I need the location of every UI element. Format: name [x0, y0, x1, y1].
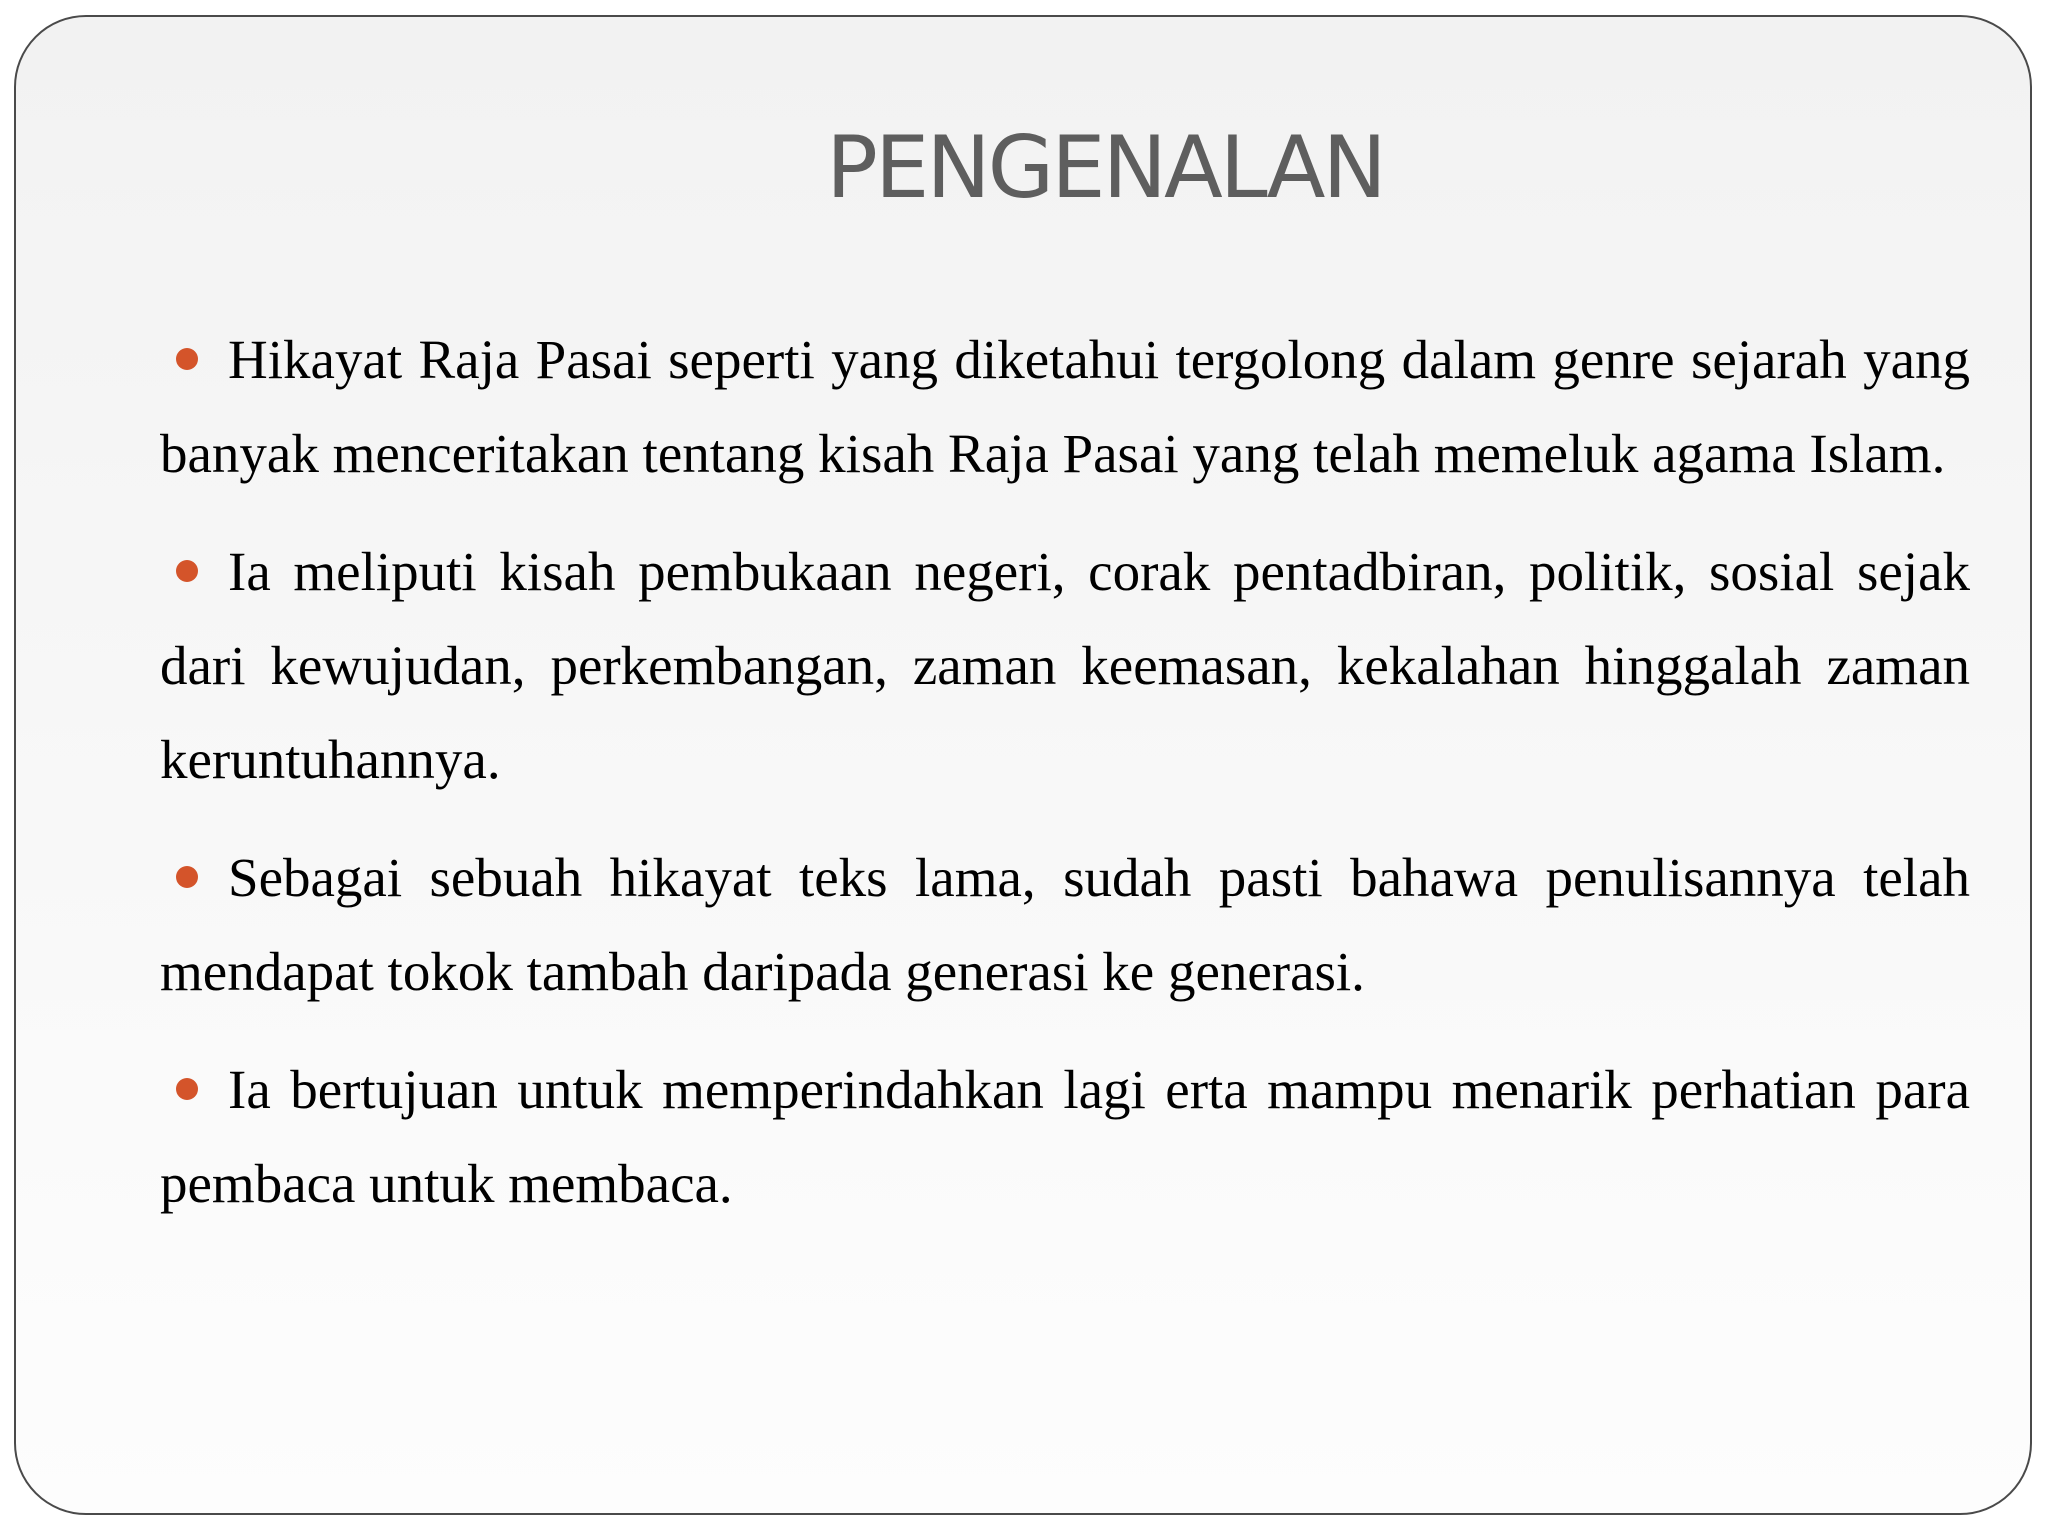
slide-frame [14, 15, 2032, 1515]
list-item [160, 313, 1970, 501]
bullet-text: Sebagai sebuah hikayat teks lama, sudah pasti bahawa penulisannya telah mendapat tokok tambah daripada generasi ke generasi. [160, 847, 1970, 1002]
list-item [160, 831, 1970, 1019]
bullet-dot-icon [176, 560, 198, 582]
bullet-list [160, 313, 1970, 1255]
bullet-text: Ia meliputi kisah pembukaan negeri, corak pentadbiran, politik, sosial sejak dari kewujudan, perkembangan, zaman keemasan, kekalahan hinggalah zaman keruntuhannya. [160, 541, 1970, 790]
list-item [160, 525, 1970, 807]
list-item [160, 1043, 1970, 1231]
bullet-dot-icon [176, 348, 198, 370]
bullet-text: Hikayat Raja Pasai seperti yang diketahui tergolong dalam genre sejarah yang banyak menceritakan tentang kisah Raja Pasai yang telah memeluk agama Islam. [160, 329, 1970, 484]
bullet-dot-icon [176, 1078, 198, 1100]
bullet-text: Ia bertujuan untuk memperindahkan lagi erta mampu menarik perhatian para pembaca untuk membaca. [160, 1059, 1970, 1214]
bullet-dot-icon [176, 866, 198, 888]
slide-title: PENGENALAN [826, 118, 1384, 218]
